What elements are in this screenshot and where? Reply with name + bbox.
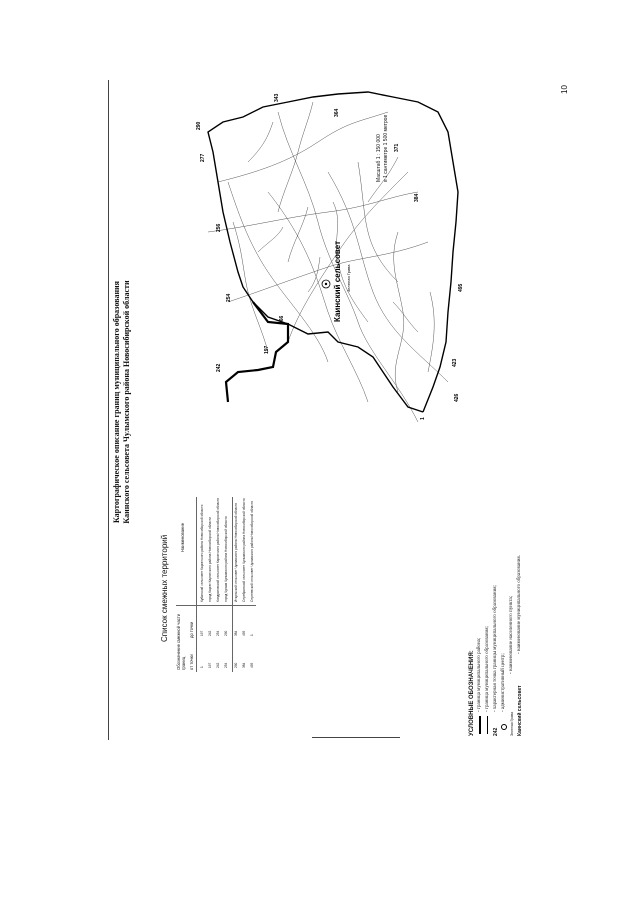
row-name: Серебрянский сельсовет Чулымского района Новосибирской области [242, 498, 246, 602]
table-line [232, 497, 233, 672]
point-label: 197 [264, 345, 270, 354]
medium-line-symbol [484, 714, 492, 736]
point-label: 242 [216, 363, 222, 372]
table-row [224, 412, 232, 672]
map-scale [376, 115, 390, 182]
row-to: 254 [216, 630, 220, 636]
row-from: 384 [242, 662, 246, 668]
row-from: 290 [234, 662, 238, 668]
table-row [200, 412, 208, 672]
header-name: Наименование [180, 522, 185, 552]
row-name: город Чулым Чулымского района Новосибирской области [224, 516, 228, 602]
row-name: город Каргат Каргатского района Новосибирской области [208, 517, 212, 602]
document-title [112, 182, 132, 622]
row-to: 495 [242, 630, 246, 636]
point-label: 343 [274, 93, 280, 102]
legend-text: - граница муниципального района; [477, 637, 482, 712]
table-row [216, 412, 224, 672]
table-row [250, 412, 258, 672]
boundary-point-labels [196, 93, 464, 420]
area-name-label: Каинский сельсовет [333, 241, 342, 322]
row-from: 242 [216, 662, 220, 668]
settlement-symbol-label: Зеленая Грива [510, 711, 514, 736]
name-symbol-label: Каинский сельсовет [517, 685, 523, 736]
legend-text: - наименование населенного пункта; [509, 595, 514, 674]
legend-item [500, 436, 508, 736]
legend-item [484, 436, 492, 736]
point-label: 426 [454, 393, 460, 402]
row-from: 254 [224, 662, 228, 668]
point-label: 371 [394, 143, 400, 152]
point-label: 495 [458, 283, 464, 292]
row-to: 290 [224, 630, 228, 636]
row-from: 197 [208, 662, 212, 668]
adjacent-list-title: Список смежных территорий [160, 534, 169, 642]
row-to: 197 [200, 630, 204, 636]
row-from: 1 [200, 666, 204, 668]
title-line-1: Картографическое описание границ муниципального образования [112, 281, 121, 524]
name-symbol [516, 656, 524, 736]
legend-item [476, 436, 484, 736]
rotated-content [108, 82, 568, 742]
point-label: 384 [414, 193, 420, 202]
settlement-label: Зеленая Грива [346, 264, 351, 292]
legend-item [516, 436, 524, 736]
row-name: Кондратовский сельсовет Каргатского района Новосибирской области [216, 497, 220, 602]
road-network [208, 102, 448, 422]
row-to: 242 [208, 630, 212, 636]
legend-text: - административный центр; [501, 653, 506, 712]
legend-title: УСЛОВНЫЕ ОБОЗНАЧЕНИЯ: [469, 650, 475, 736]
table-row [208, 412, 216, 672]
center-symbol-icon [500, 714, 508, 736]
settlement-symbol [508, 676, 516, 736]
point-symbol [492, 714, 500, 736]
settlement-dot [325, 283, 327, 285]
point-label: 1 [420, 417, 426, 420]
point-label: 256 [216, 223, 222, 232]
header-from: от точки [189, 654, 194, 670]
boundary-map [168, 82, 468, 442]
row-name: Сергеевский сельсовет Чулымского района Новосибирской области [250, 500, 254, 602]
scale-line-2: в 1 сантиметре 1 500 метров [383, 114, 389, 182]
row-from: 495 [250, 662, 254, 668]
point-label: 166 [279, 315, 285, 324]
point-label: 290 [196, 121, 202, 130]
thick-line-symbol [476, 714, 484, 736]
scale-line-1: Масштаб 1 : 150 000 [376, 134, 382, 182]
legend-text: - граница муниципального образования; [485, 626, 490, 712]
row-to: 1 [250, 634, 254, 636]
legend-text: - наименование муниципального образования. [517, 555, 522, 654]
page-number: 10 [560, 85, 569, 94]
legend [468, 436, 524, 736]
point-label: 254 [226, 293, 232, 302]
table-line [196, 497, 197, 672]
legend-text: - характерная точка границы муниципального образования; [493, 585, 498, 712]
point-label: 277 [200, 153, 206, 162]
row-name: Иткульский сельсовет Чулымского района Новосибирской области [234, 502, 238, 602]
point-label: 423 [452, 358, 458, 367]
legend-item [492, 436, 500, 736]
legend-item [508, 436, 516, 736]
row-name: Кубанский сельсовет Каргатского района Новосибирской области [200, 504, 204, 602]
header-to: до точки [189, 621, 194, 638]
point-symbol-label: 242 [493, 727, 499, 736]
header-points: Обозначение смежной части границ [176, 613, 186, 670]
table-row [242, 412, 250, 672]
table-row [234, 412, 242, 672]
point-label: 364 [334, 108, 340, 117]
title-line-2: Каинского сельсовета Чулымского района Новосибирской области [122, 280, 131, 524]
row-to: 384 [234, 630, 238, 636]
